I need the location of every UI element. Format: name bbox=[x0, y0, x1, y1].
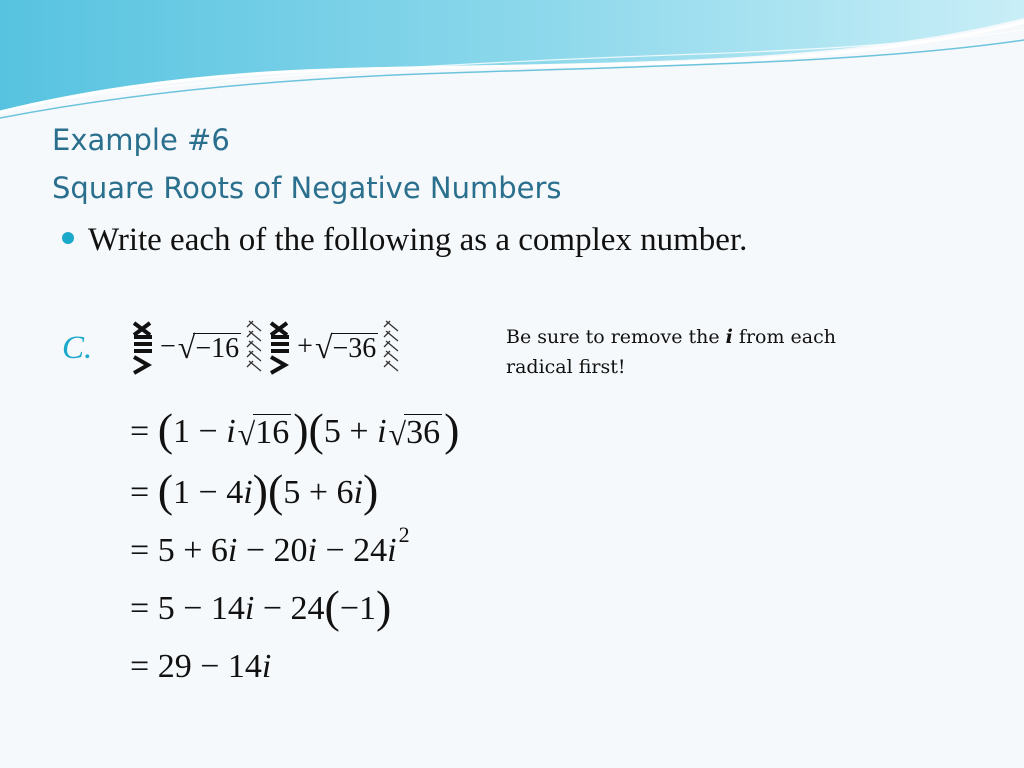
solution-steps bbox=[130, 400, 459, 696]
problem-op1: − bbox=[160, 331, 176, 362]
paren-open: ( bbox=[267, 465, 284, 516]
imaginary-unit: i bbox=[377, 413, 387, 450]
step-text: 5 − 14 bbox=[157, 590, 245, 627]
note-text-after: from each radical first! bbox=[506, 326, 836, 378]
solution-step-5 bbox=[130, 638, 459, 696]
step-text: −1 bbox=[339, 590, 377, 627]
note-text-before: Be sure to remove the bbox=[506, 326, 726, 348]
problem-radical-1: √ −16 bbox=[177, 329, 240, 365]
imaginary-unit: i bbox=[387, 532, 397, 569]
step-text: − 20 bbox=[237, 532, 308, 569]
paren-close: ) bbox=[252, 465, 268, 516]
paren-close: ) bbox=[376, 581, 392, 632]
equals-sign: = bbox=[130, 474, 150, 511]
problem-expression bbox=[130, 314, 404, 380]
paren-open: ( bbox=[157, 404, 174, 455]
problem-radicand-2: −36 bbox=[332, 332, 377, 364]
imaginary-unit: i bbox=[261, 648, 272, 685]
step-text: 1 − bbox=[173, 413, 227, 450]
broken-paren-glyph-icon bbox=[130, 317, 160, 377]
radicand: 36 bbox=[406, 413, 441, 451]
solution-step-4 bbox=[130, 580, 459, 638]
header-wave-decoration bbox=[0, 0, 1024, 120]
part-label: C. bbox=[62, 330, 93, 366]
slide-title bbox=[52, 116, 561, 212]
imaginary-unit: i bbox=[227, 532, 238, 569]
broken-paren-glyph-icon bbox=[380, 317, 404, 377]
equals-sign: = bbox=[130, 590, 150, 627]
step-text: 5 + 6 bbox=[283, 474, 354, 511]
step-text: − 24 bbox=[316, 532, 388, 569]
imaginary-unit: i bbox=[244, 590, 255, 627]
imaginary-unit: i bbox=[243, 474, 253, 511]
bullet-dot-icon bbox=[62, 232, 74, 244]
title-line-2: Square Roots of Negative Numbers bbox=[52, 171, 562, 205]
broken-paren-glyph-icon bbox=[243, 317, 267, 377]
paren-close: ) bbox=[362, 465, 379, 516]
problem-radical-2: √ −36 bbox=[314, 329, 377, 365]
paren-open: ( bbox=[324, 581, 340, 632]
hint-note bbox=[506, 322, 886, 382]
imaginary-unit: i bbox=[226, 413, 236, 450]
radical: √ 36 bbox=[388, 413, 441, 453]
imaginary-unit: i bbox=[353, 474, 363, 511]
radical: √ 16 bbox=[237, 413, 290, 453]
solution-step-1 bbox=[130, 400, 459, 464]
paren-close: ) bbox=[444, 404, 460, 455]
exponent: 2 bbox=[398, 522, 410, 547]
equals-sign: = bbox=[130, 648, 150, 685]
radicand: 16 bbox=[255, 413, 290, 451]
step-text: 29 − 14 bbox=[157, 648, 262, 685]
title-line-1: Example #6 bbox=[52, 123, 230, 157]
step-text: 5 + bbox=[323, 413, 378, 450]
imaginary-unit: i bbox=[307, 532, 317, 569]
bullet-item bbox=[62, 222, 747, 259]
bullet-text: Write each of the following as a complex number. bbox=[88, 222, 748, 258]
step-text: − 24 bbox=[254, 590, 325, 627]
broken-paren-glyph-icon bbox=[267, 317, 297, 377]
solution-step-3 bbox=[130, 522, 459, 580]
equals-sign: = bbox=[130, 532, 150, 569]
step-text: 5 + 6 bbox=[157, 532, 228, 569]
problem-op2: + bbox=[297, 331, 313, 362]
paren-open: ( bbox=[308, 404, 324, 455]
problem-radicand-1: −16 bbox=[195, 332, 240, 364]
solution-step-2 bbox=[130, 464, 459, 522]
paren-open: ( bbox=[157, 465, 174, 516]
paren-close: ) bbox=[293, 404, 309, 455]
note-variable: i bbox=[725, 326, 733, 348]
step-text: 1 − 4 bbox=[173, 474, 244, 511]
equals-sign: = bbox=[130, 413, 150, 450]
